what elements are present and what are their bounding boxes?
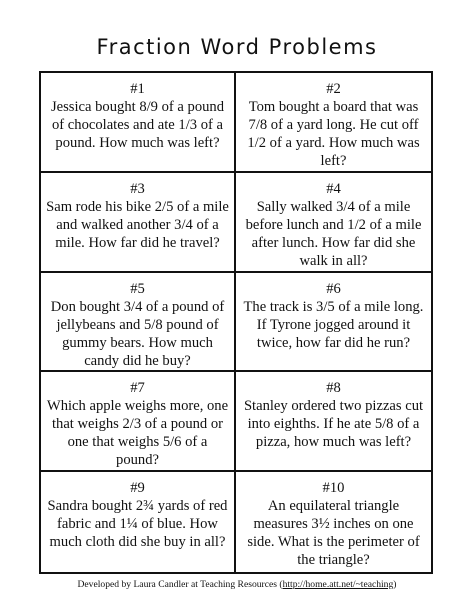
problem-text: Sam rode his bike 2/5 of a mile and walked another 3/4 of a mile. How far did he travel? (46, 198, 229, 251)
problem-text: An equilateral triangle measures 3½ inches on one side. What is the perimeter of the triangle? (247, 498, 420, 569)
problem-card-9 (41, 472, 236, 572)
problem-text: Jessica bought 8/9 of a pound of chocolates and ate 1/3 of a pound. How much was left? (50, 99, 225, 151)
footer-suffix: ) (393, 579, 397, 590)
problem-card-8 (236, 372, 431, 472)
problem-text: Sandra bought 2¾ yards of red fabric and 1¼ of blue. How much cloth did she buy in all? (47, 498, 228, 551)
problem-card-6 (236, 273, 431, 373)
problem-number: #9 (130, 480, 145, 497)
problem-card-5 (41, 273, 236, 373)
problem-number: #6 (326, 280, 341, 297)
problem-card-2 (236, 73, 431, 173)
problem-text: Tom bought a board that was 7/8 of a yard long. He cut off 1/2 of a yard. How much was left? (247, 99, 420, 169)
problem-text: Sally walked 3/4 of a mile before lunch and 1/2 of a mile after lunch. How far did she walk in all? (245, 198, 422, 269)
problem-number: #1 (130, 81, 145, 97)
footer-prefix: Developed by Laura Candler at Teaching Resources ( (77, 579, 283, 590)
problem-text: Don bought 3/4 of a pound of jellybeans and 5/8 pound of gummy bears. How much candy did he buy? (50, 298, 225, 369)
problem-text: Which apple weighs more, one that weighs 2/3 of a pound or one that weighs 5/6 of a pound? (46, 398, 229, 469)
problem-number: #10 (322, 480, 345, 497)
problem-number: #2 (326, 81, 341, 97)
problem-text: The track is 3/5 of a mile long. If Tyrone jogged around it twice, how far did he run? (243, 298, 424, 351)
page-title: Fraction Word Problems (96, 35, 378, 59)
problem-number: #5 (130, 280, 145, 297)
footer-credit (0, 579, 474, 591)
problem-card-7 (41, 372, 236, 472)
problem-card-3 (41, 173, 236, 273)
footer-link[interactable]: http://home.att.net/~teaching (282, 579, 394, 590)
problem-number: #7 (130, 380, 145, 397)
problem-number: #8 (326, 380, 341, 397)
problem-grid (39, 71, 433, 574)
problem-text: Stanley ordered two pizzas cut into eighths. If he ate 5/8 of a pizza, how much was left? (243, 398, 424, 451)
problem-card-1 (41, 73, 236, 173)
problem-card-10 (236, 472, 431, 572)
problem-card-4 (236, 173, 431, 273)
problem-number: #3 (130, 180, 145, 197)
problem-number: #4 (326, 180, 341, 197)
